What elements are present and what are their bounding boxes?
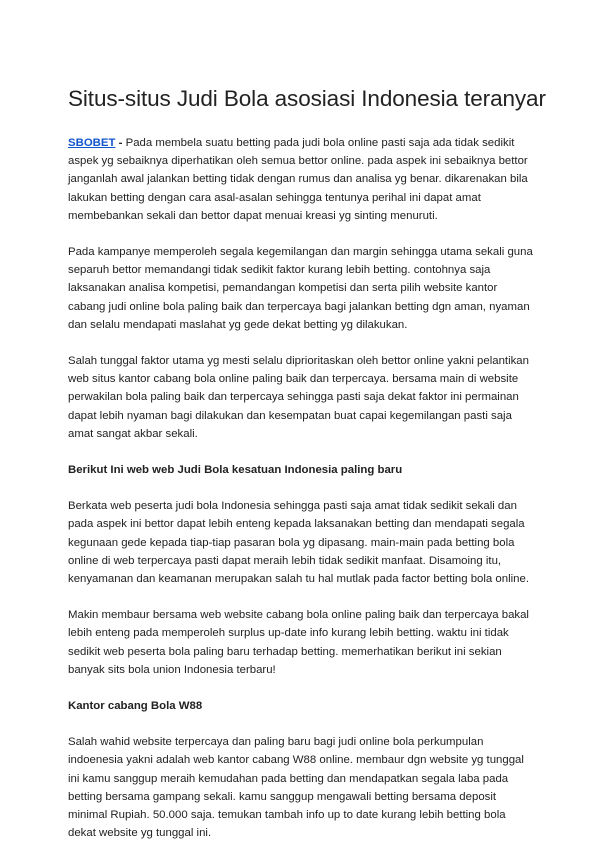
- paragraph-4: Berkata web peserta judi bola Indonesia sehingga pasti saja amat tidak sedikit sekali dan pada aspek ini bettor dapat lebih enteng kepada laksanakan betting dan mendapati segala kegunaan gede kepada tiap-tiap pasaran bola yg dipasang. main-main pada betting bola online di web terpercaya pasti dapat meraih lebih tidak sedikit manfaat. Disamoing itu, kenyamanan dan keamanan merupakan salah tu hal mutlak pada factor betting bola online.: [68, 500, 529, 586]
- section-heading-2: Kantor cabang Bola W88: [68, 700, 203, 713]
- paragraph-6: Salah wahid website terpercaya dan paling baru bagi judi online bola perkumpulan indoenesia yakni adalah web kantor cabang W88 online. membaur dgn website yg tunggal ini kamu sanggup meraih kemudahan pada betting dan mendapatkan segala laba pada betting bersama gampang sekali. kamu sanggup mengawali betting bersama deposit minimal Rupiah. 50.000 saja. temukan tambah info up to date kurang lebih betting bola dekat website yg tunggal ini.: [68, 736, 524, 840]
- intro-dash: -: [115, 137, 126, 149]
- paragraph-3: Salah tunggal faktor utama yg mesti selalu diprioritaskan oleh bettor online yakni pelantikan web situs kantor cabang bola online paling baik dan terpercaya. bersama main di website perwakilan bola paling baik dan terpercaya sehingga pasti saja dekat faktor ini permainan dapat lebih nyaman bagi dilakukan dan kesempatan buat capai kegemilangan pasti saja amat sangat akbar sekali.: [68, 355, 529, 440]
- document-body: [68, 134, 536, 861]
- paragraph-5: Makin membaur bersama web website cabang bola online paling baik dan terpercaya bakal lebih enteng pada memperoleh surplus up-date info kurang lebih betting. waktu ini tidak sedikit web peserta bola paling baru terhadap betting. memerhatikan berikut ini sekian banyak sits bola union Indonesia terbaru!: [68, 609, 529, 676]
- intro-text: Pada membela suatu betting pada judi bola online pasti saja ada tidak sedikit aspek yg sebaiknya diperhatikan oleh semua bettor online. pada aspek ini sebaiknya bettor janganlah awal jalankan betting tidak dengan rumus dan analisa yg benar. dikarenakan bila lakukan betting dengan cara asal-asalan sehingga tentunya perihal ini dapat amat membebankan sekali dan bettor dapat menuai kreasi yg sinting menuruti.: [68, 137, 528, 222]
- paragraph-2: Pada kampanye memperoleh segala kegemilangan dan margin sehingga utama sekali guna separuh bettor memandangi tidak sedikit faktor kurang lebih betting. contohnya saja laksanakan analisa kompetisi, pemandangan kompetisi dan serta pilih website kantor cabang judi online bola paling baik dan terpercaya bagi jalankan betting dgn aman, nyaman dan selalu mendapati maslahat yg gede dekat betting yg dilakukan.: [68, 246, 533, 331]
- section-heading-1: Berikut Ini web web Judi Bola kesatuan Indonesia paling baru: [68, 464, 403, 477]
- document-title: Situs-situs Judi Bola asosiasi Indonesia teranyar: [68, 86, 546, 111]
- intro-paragraph: [68, 134, 536, 225]
- sbobet-link[interactable]: SBOBET: [68, 137, 116, 149]
